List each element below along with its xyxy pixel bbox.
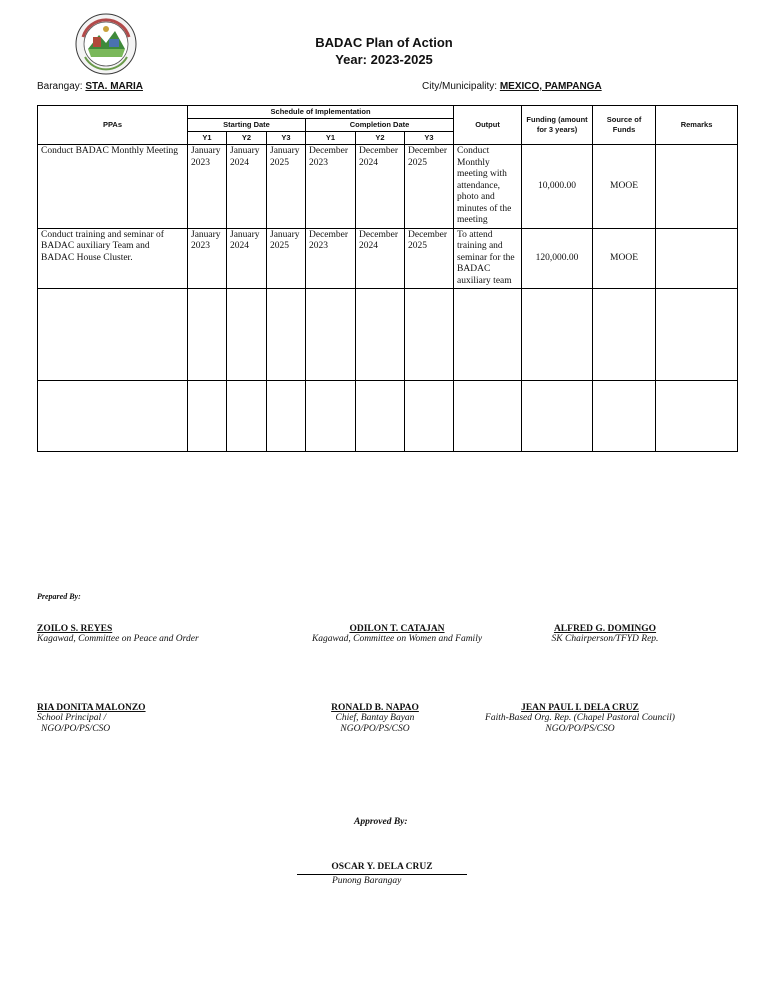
signatory-name: RONALD B. NAPAO [331,703,419,713]
start-date-cell: January 2023 [188,145,227,229]
approver-block [297,862,467,872]
signatory-name: JEAN PAUL I. DELA CRUZ [521,703,639,713]
signatory-name: ALFRED G. DOMINGO [553,624,657,634]
table-row [38,145,738,229]
signature-line [297,874,467,875]
table-row [38,228,738,289]
header-source: Source of Funds [593,106,656,145]
signatory-name: ZOILO S. REYES [37,624,113,634]
header-year: Y3 [405,132,454,145]
city-label: City/Municipality: [422,81,498,92]
approver-name: OSCAR Y. DELA CRUZ [331,862,433,872]
city-field [422,81,602,92]
remarks-cell [656,145,738,229]
funding-cell: 120,000.00 [522,228,593,289]
signatory-name: RIA DONITA MALONZO [37,703,146,713]
header-ppas: PPAs [38,106,188,145]
barangay-label: Barangay: [37,81,83,92]
signatory-role: NGO/PO/PS/CSO [545,724,615,734]
signatory-block [37,703,146,735]
signatory-block [37,624,199,645]
signatory-role: Faith-Based Org. Rep. (Chapel Pastoral Council) [485,713,675,723]
signatory-role: Kagawad, Committee on Peace and Order [37,634,199,644]
signatory-role: SK Chairperson/TFYD Rep. [551,634,659,644]
end-date-cell: December 2024 [356,228,405,289]
header-year: Y3 [267,132,306,145]
signatory-role: School Principal / [37,713,107,723]
funding-cell: 10,000.00 [522,145,593,229]
signatory-role: NGO/PO/PS/CSO [340,724,410,734]
approver-role: Punong Barangay [332,876,402,886]
signatory-role: Kagawad, Committee on Women and Family [311,634,483,644]
empty-table-row [38,289,738,381]
barangay-field [37,81,143,92]
header-year: Y1 [306,132,356,145]
header-starting-date: Starting Date [188,119,306,132]
end-date-cell: December 2023 [306,145,356,229]
empty-table-row [38,381,738,452]
prepared-by-label: Prepared By: [37,592,81,601]
start-date-cell: January 2024 [227,145,267,229]
source-cell: MOOE [593,228,656,289]
ppa-cell: Conduct BADAC Monthly Meeting [38,145,188,229]
document-year: Year: 2023-2025 [335,52,433,67]
signatory-block [480,703,680,735]
header-remarks: Remarks [656,106,738,145]
header-year: Y2 [227,132,267,145]
barangay-value: STA. MARIA [85,81,143,92]
signatory-block [540,624,670,645]
end-date-cell: December 2023 [306,228,356,289]
header-schedule: Schedule of Implementation [188,106,454,119]
end-date-cell: December 2024 [356,145,405,229]
header-year: Y1 [188,132,227,145]
document-title: BADAC Plan of Action [315,35,453,50]
start-date-cell: January 2025 [267,228,306,289]
signatory-name: ODILON T. CATAJAN [349,624,445,634]
header-year: Y2 [356,132,405,145]
start-date-cell: January 2023 [188,228,227,289]
start-date-cell: January 2024 [227,228,267,289]
end-date-cell: December 2025 [405,228,454,289]
signatory-role: Chief, Bantay Bayan [335,713,415,723]
approved-by-label: Approved By: [354,817,408,827]
remarks-cell [656,228,738,289]
header-output: Output [454,106,522,145]
end-date-cell: December 2025 [405,145,454,229]
plan-of-action-table [37,105,738,452]
ppa-cell: Conduct training and seminar of BADAC auxiliary Team and BADAC House Cluster. [38,228,188,289]
output-cell: To attend training and seminar for the BADAC auxiliary team [454,228,522,289]
signatory-block [318,703,432,735]
signatory-role: NGO/PO/PS/CSO [41,724,111,734]
start-date-cell: January 2025 [267,145,306,229]
header-funding: Funding (amount for 3 years) [522,106,593,145]
city-value: MEXICO, PAMPANGA [499,81,602,92]
source-cell: MOOE [593,145,656,229]
signatory-block [307,624,487,645]
output-cell: Conduct Monthly meeting with attendance, photo and minutes of the meeting [454,145,522,229]
header-completion-date: Completion Date [306,119,454,132]
